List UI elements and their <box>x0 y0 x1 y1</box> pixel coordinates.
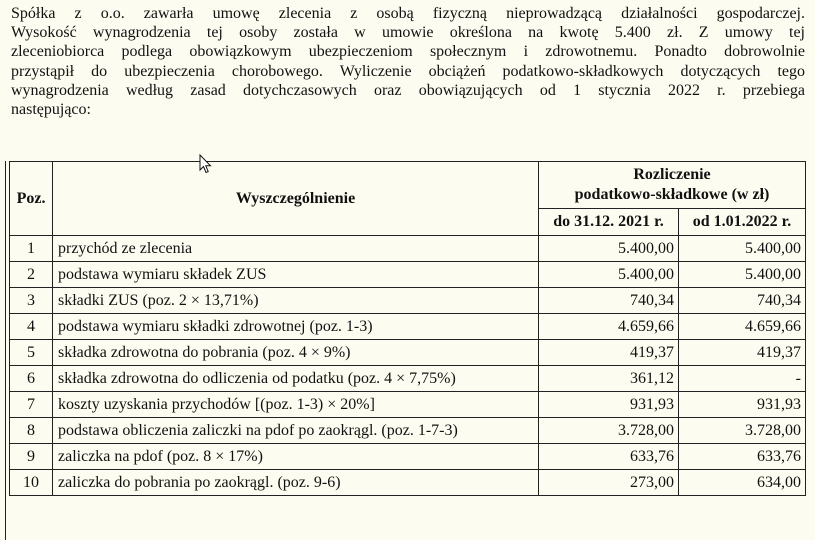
table-row <box>10 262 806 288</box>
cell-old-value: 5.400,00 <box>539 262 679 288</box>
header-settlement-line2: podatkowo-składkowe (w zł) <box>574 186 770 203</box>
table-row <box>10 314 806 340</box>
cell-description: podstawa wymiaru składki zdrowotnej (poz. 1-3) <box>53 314 539 340</box>
cell-poz: 3 <box>10 288 53 314</box>
cell-new-value: 5.400,00 <box>679 262 806 288</box>
header-col-new: od 1.01.2022 r. <box>679 209 806 236</box>
cell-poz: 7 <box>10 392 53 418</box>
intro-paragraph <box>11 4 805 119</box>
table-row <box>10 444 806 470</box>
cell-new-value: 4.659,66 <box>679 314 806 340</box>
cell-description: składka zdrowotna do odliczenia od podatku (poz. 4 × 7,75%) <box>53 366 539 392</box>
cell-poz: 2 <box>10 262 53 288</box>
header-settlement <box>539 162 806 209</box>
cell-poz: 5 <box>10 340 53 366</box>
table-row <box>10 392 806 418</box>
header-settlement-line1: Rozliczenie <box>633 166 711 183</box>
cell-new-value: 931,93 <box>679 392 806 418</box>
cell-new-value: 5.400,00 <box>679 236 806 262</box>
header-col-old: do 31.12. 2021 r. <box>539 209 679 236</box>
cell-old-value: 273,00 <box>539 470 679 496</box>
cell-poz: 4 <box>10 314 53 340</box>
intro-line: wynagrodzenia według zasad dotychczasowych oraz obowiązujących od 1 stycznia 2022 r. przebiega <box>11 81 805 99</box>
cell-poz: 9 <box>10 444 53 470</box>
intro-line: zleceniobiorca podlega obowiązkowym ubezpieczeniom społecznym i zdrowotnemu. Ponadto dobrowolnie <box>11 43 805 61</box>
cell-new-value: 3.728,00 <box>679 418 806 444</box>
table-row <box>10 418 806 444</box>
intro-line: przystąpił do ubezpieczenia chorobowego. Wyliczenie obciążeń podatkowo-składkowych dotyczących tego <box>11 62 805 80</box>
cell-poz: 10 <box>10 470 53 496</box>
cell-poz: 8 <box>10 418 53 444</box>
intro-line: następująco: <box>11 101 91 119</box>
cell-description: koszty uzyskania przychodów [(poz. 1-3) × 20%] <box>53 392 539 418</box>
cell-description: zaliczka do pobrania po zaokrągl. (poz. 9-6) <box>53 470 539 496</box>
cell-old-value: 4.659,66 <box>539 314 679 340</box>
cell-description: składka zdrowotna do pobrania (poz. 4 × 9%) <box>53 340 539 366</box>
cell-new-value: 419,37 <box>679 340 806 366</box>
table-row <box>10 340 806 366</box>
mouse-pointer-icon <box>199 154 213 174</box>
cell-old-value: 931,93 <box>539 392 679 418</box>
table-row <box>10 236 806 262</box>
cell-description: podstawa wymiaru składek ZUS <box>53 262 539 288</box>
intro-line: Wysokość wynagrodzenia tej osoby została w umowie określona na kwotę 5.400 zł. Z umowy tej <box>11 24 805 42</box>
cell-old-value: 361,12 <box>539 366 679 392</box>
cell-new-value: 740,34 <box>679 288 806 314</box>
cell-description: podstawa obliczenia zaliczki na pdof po zaokrągl. (poz. 1-7-3) <box>53 418 539 444</box>
header-poz: Poz. <box>10 162 53 236</box>
table-row <box>10 366 806 392</box>
cell-old-value: 5.400,00 <box>539 236 679 262</box>
cell-description: zaliczka na pdof (poz. 8 × 17%) <box>53 444 539 470</box>
cell-old-value: 633,76 <box>539 444 679 470</box>
header-description: Wyszczególnienie <box>53 162 539 236</box>
cell-description: składki ZUS (poz. 2 × 13,71%) <box>53 288 539 314</box>
cell-old-value: 740,34 <box>539 288 679 314</box>
cell-new-value: - <box>679 366 806 392</box>
cell-poz: 6 <box>10 366 53 392</box>
cell-description: przychód ze zlecenia <box>53 236 539 262</box>
cell-poz: 1 <box>10 236 53 262</box>
tax-settlement-table <box>9 161 806 496</box>
table-row <box>10 470 806 496</box>
cell-old-value: 419,37 <box>539 340 679 366</box>
cell-new-value: 633,76 <box>679 444 806 470</box>
intro-line: Spółka z o.o. zawarła umowę zlecenia z osobą fizyczną nieprowadzącą działalności gospodarczej. <box>11 5 805 22</box>
table-row <box>10 288 806 314</box>
cell-new-value: 634,00 <box>679 470 806 496</box>
cell-old-value: 3.728,00 <box>539 418 679 444</box>
